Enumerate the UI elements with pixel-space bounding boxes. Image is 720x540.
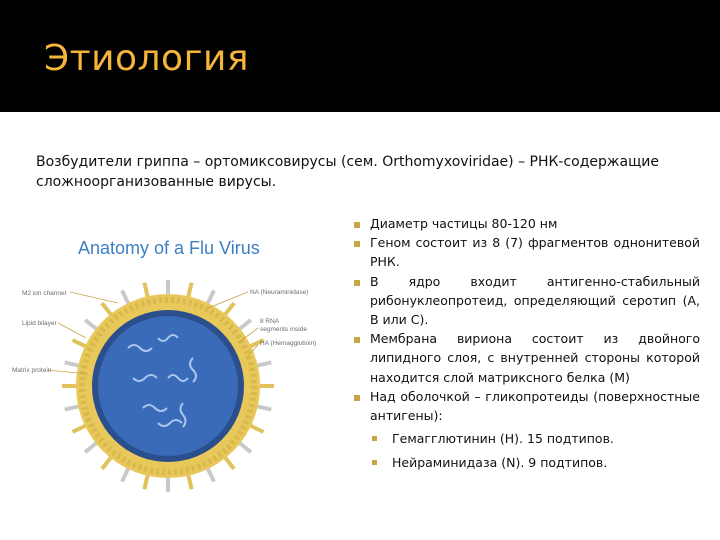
bullet-item: В ядро входит антигенно-стабильный рибонуклеопротеид, определяющий серотип (А, В или С). — [352, 272, 700, 330]
spike — [144, 474, 148, 490]
title-bar — [0, 0, 720, 112]
sub-bullet-item: Нейраминидаза (N). 9 подтипов. — [370, 453, 700, 472]
spike — [224, 456, 234, 469]
intro-text: Возбудители гриппа – ортомиксовирусы (сем. Orthomyxoviridae) – РНК-содержащие сложноорганизованные вирусы. — [36, 154, 660, 190]
virus-illustration — [8, 228, 358, 528]
bullet-item: Диаметр частицы 80-120 нм — [352, 214, 700, 233]
spike — [249, 425, 263, 432]
label-matrix: Matrix protein — [12, 367, 52, 374]
spike — [188, 474, 192, 490]
sub-bullet-square-icon — [372, 436, 377, 441]
spike — [238, 442, 251, 452]
spike — [85, 320, 98, 330]
spike — [102, 303, 112, 316]
label-na: NA (Neuraminidase) — [250, 289, 309, 296]
spike — [65, 406, 81, 410]
spike — [72, 425, 86, 432]
label-ha: HA (Hemagglutinin) — [260, 340, 317, 347]
figure-title: Anatomy of a Flu Virus — [78, 238, 260, 258]
bullet-square-icon — [354, 337, 360, 343]
bullet-square-icon — [354, 280, 360, 286]
bullet-item: Мембрана вириона состоит из двойного липидного слоя, с внутренней стороны которой находится слой матриксного белка (М) — [352, 329, 700, 387]
bullet-square-icon — [354, 241, 360, 247]
sub-bullet-square-icon — [372, 460, 377, 465]
bullet-square-icon — [354, 395, 360, 401]
flu-virus-figure — [8, 228, 358, 528]
spike — [207, 467, 214, 481]
bullet-item: Геном состоит из 8 (7) фрагментов однонитевой РНК. — [352, 233, 700, 271]
spike — [188, 283, 192, 299]
spike — [238, 320, 251, 330]
spike — [102, 456, 112, 469]
sub-bullet-item: Гемагглютинин (Н). 15 подтипов. — [370, 429, 700, 448]
spike — [256, 406, 272, 410]
spike — [65, 362, 81, 366]
sub-bullet-list — [370, 429, 700, 472]
label-rna-2: segments inside — [260, 326, 307, 333]
label-m2: M2 ion channel — [22, 290, 67, 297]
spike — [85, 442, 98, 452]
label-lipid: Lipid bilayer — [22, 320, 57, 327]
spike — [122, 290, 129, 304]
label-rna-1: 8 RNA — [260, 318, 280, 325]
spike — [256, 362, 272, 366]
bullet-list — [352, 214, 700, 478]
slide-title: Этиология — [44, 38, 250, 79]
spike — [122, 467, 129, 481]
spike — [72, 340, 86, 347]
spike — [144, 283, 148, 299]
bullet-item: Над оболочкой – гликопротеиды (поверхностные антигены): Гемагглютинин (Н). 15 подтипов. Нейраминидаза (N). 9 подтипов. — [352, 387, 700, 473]
spike — [224, 303, 234, 316]
spike — [207, 290, 214, 304]
bullet-square-icon — [354, 222, 360, 228]
